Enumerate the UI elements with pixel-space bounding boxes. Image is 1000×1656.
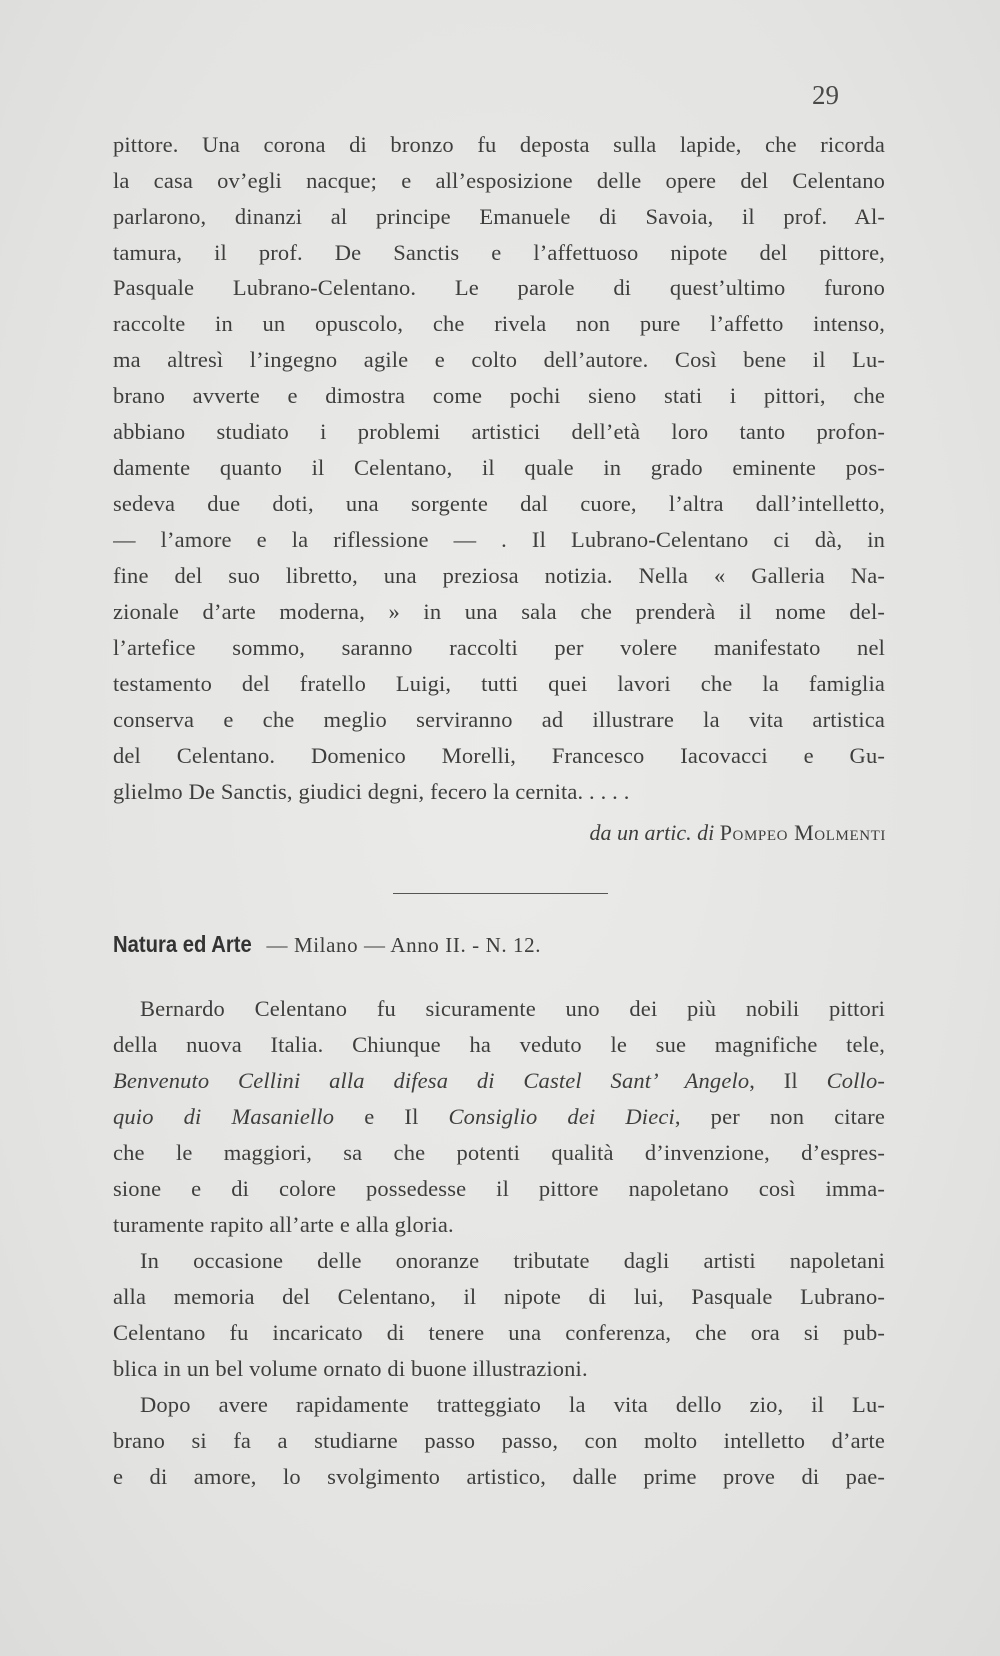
artwork-title: Benvenuto Cellini alla difesa di Castel Sant’ Angelo (113, 1068, 750, 1093)
text-line-with-italics: Benvenuto Cellini alla difesa di Castel Sant’ Angelo, Il Collo- (113, 1068, 885, 1093)
text-line: Bernardo Celentano fu sicuramente uno dei più nobili pittori (140, 996, 885, 1021)
text-line: brano si fa a studiarne passo passo, con molto intelletto d’arte (113, 1428, 885, 1453)
text-line: zionale d’arte moderna, » in una sala che prenderà il nome del- (113, 599, 885, 624)
text-line: testamento del fratello Luigi, tutti quei lavori che la famiglia (113, 671, 885, 696)
attribution (436, 815, 886, 851)
masthead-title: Natura ed Arte (113, 931, 252, 957)
text-line: che le maggiori, sa che potenti qualità d’invenzione, d’espres- (113, 1140, 885, 1165)
text-line: — l’amore e la riflessione — . Il Lubrano-Celentano ci dà, in (113, 527, 885, 552)
section-divider (393, 893, 608, 894)
text-line: abbiano studiato i problemi artistici dell’età loro tanto profon- (113, 419, 885, 444)
text-line: Celentano fu incaricato di tenere una conferenza, che ora si pub- (113, 1320, 885, 1345)
text-line: In occasione delle onoranze tributate dagli artisti napoletani (140, 1248, 885, 1273)
page-number: 29 (812, 80, 839, 110)
text-line: la casa ov’egli nacque; e all’esposizione delle opere del Celentano (113, 168, 885, 193)
source-heading (113, 926, 541, 963)
artwork-title: quio di Masaniello (113, 1104, 335, 1129)
attribution-prefix: da un artic. di (589, 820, 715, 845)
source-details: — Milano — Anno II. - N. 12. (260, 933, 542, 957)
text-line: turamente rapito all’arte e alla gloria. (113, 1212, 454, 1237)
text-line: raccolte in un opuscolo, che rivela non pure l’affetto intenso, (113, 311, 885, 336)
text-line-with-italics: quio di Masaniello e Il Consiglio dei Dieci, per non citare (113, 1104, 885, 1129)
text-line: fine del suo libretto, una preziosa notizia. Nella « Galleria Na- (113, 563, 885, 588)
artwork-title: Consiglio dei Dieci (448, 1104, 675, 1129)
text-line: Pasquale Lubrano-Celentano. Le parole di quest’ultimo furono (113, 275, 885, 300)
text-line: sedeva due doti, una sorgente dal cuore, l’altra dall’intelletto, (113, 491, 885, 516)
text-line: ma altresì l’ingegno agile e colto dell’autore. Così bene il Lu- (113, 347, 885, 372)
text-line: della nuova Italia. Chiunque ha veduto le sue magnifiche tele, (113, 1032, 885, 1057)
text-line: tamura, il prof. De Sanctis e l’affettuoso nipote del pittore, (113, 240, 885, 265)
text-line: damente quanto il Celentano, il quale in grado eminente pos- (113, 455, 885, 480)
text-line: Dopo avere rapidamente tratteggiato la vita dello zio, il Lu- (140, 1392, 885, 1417)
text-line: del Celentano. Domenico Morelli, Francesco Iacovacci e Gu- (113, 743, 885, 768)
text-line: pittore. Una corona di bronzo fu deposta sulla lapide, che ricorda (113, 132, 885, 157)
text-line: alla memoria del Celentano, il nipote di lui, Pasquale Lubrano- (113, 1284, 885, 1309)
artwork-title: Collo- (826, 1068, 885, 1093)
text-line: parlarono, dinanzi al principe Emanuele di Savoia, il prof. Al- (113, 204, 885, 229)
text-line: l’artefice sommo, saranno raccolti per volere manifestato nel (113, 635, 885, 660)
text-line: blica in un bel volume ornato di buone illustrazioni. (113, 1356, 588, 1381)
text-line: glielmo De Sanctis, giudici degni, fecero la cernita. . . . . (113, 779, 630, 804)
text-line: sione e di colore possedesse il pittore napoletano così imma- (113, 1176, 885, 1201)
text-line: conserva e che meglio serviranno ad illustrare la vita artistica (113, 707, 885, 732)
text-line: e di amore, lo svolgimento artistico, dalle prime prove di pae- (113, 1464, 885, 1489)
attribution-author: Pompeo Molmenti (719, 820, 886, 845)
text-line: brano avverte e dimostra come pochi sieno stati i pittori, che (113, 383, 885, 408)
